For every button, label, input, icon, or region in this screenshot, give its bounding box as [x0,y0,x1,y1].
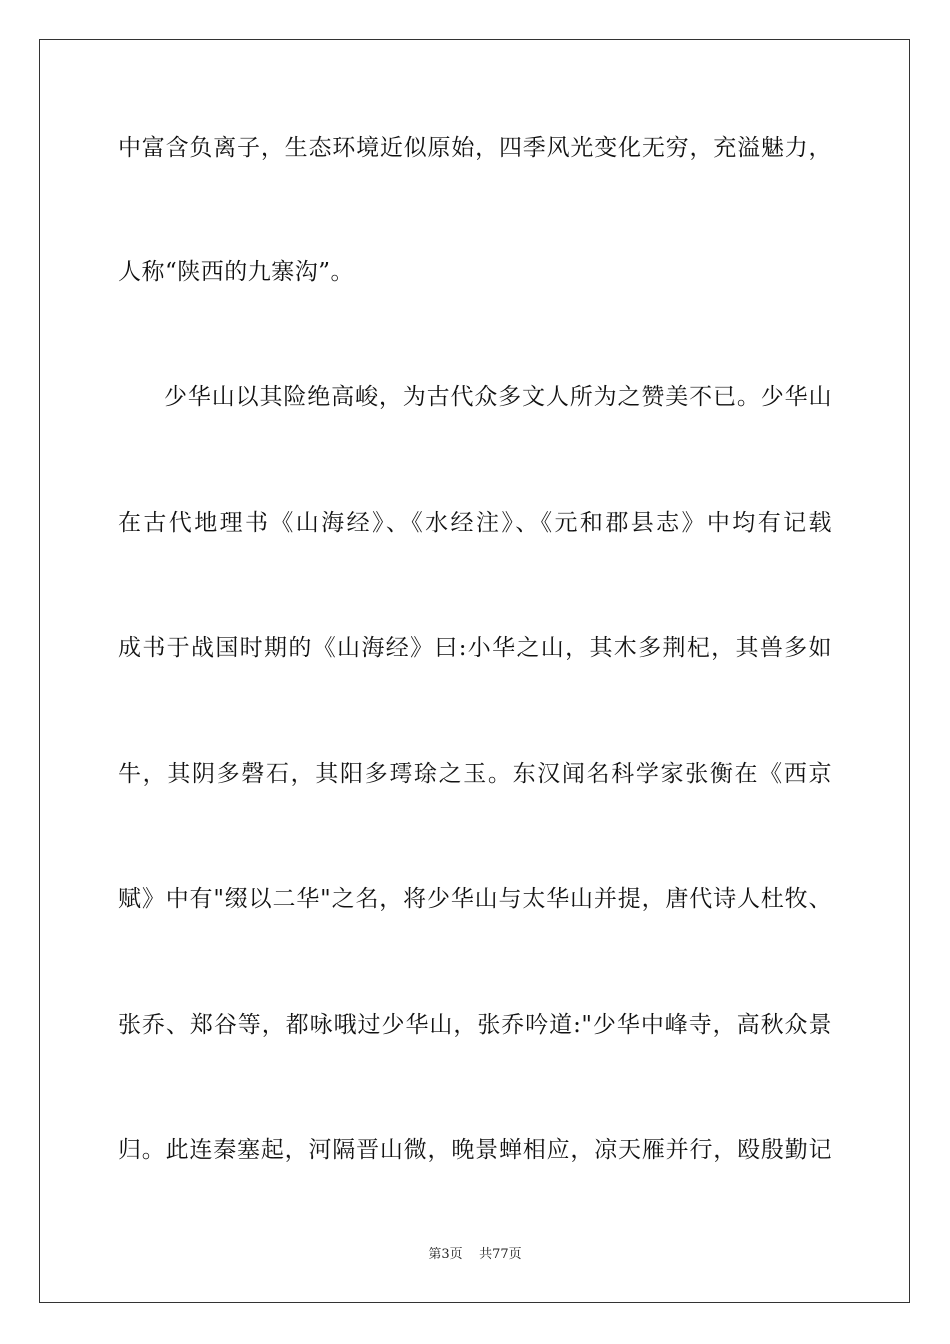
total-pages: 共77页 [479,1247,522,1262]
text-line-2: 人称“陕西的九寨沟”。 [118,259,355,285]
text-line-9: 归。此连秦塞起，河隔晋山微，晚景蝉相应，凉天雁并行，殴殷勤记 [118,1137,832,1163]
text-line-5: 成书于战国时期的《山海经》曰:小华之山，其木多荆杞，其兽多如 [118,635,832,661]
text-line-3-paragraph-start: 少华山以其险绝高峻，为古代众多文人所为之赞美不已。少华山 [164,384,832,410]
text-line-1: 中富含负离子，生态环境近似原始，四季风光变化无穷，充溢魅力， [118,135,832,161]
page-number: 第3页 [428,1247,463,1262]
page-border [39,39,910,1303]
text-line-6: 牛，其阴多磬石，其阳多㻬㻌之玉。东汉闻名科学家张衡在《西京 [118,761,832,787]
text-line-8: 张乔、郑谷等，都咏哦过少华山，张乔吟道:"少华中峰寺，高秋众景 [118,1012,832,1038]
text-line-4: 在古代地理书《山海经》、《水经注》、《元和郡县志》中均有记载 [118,510,832,536]
text-line-7: 赋》中有"缀以二华"之名，将少华山与太华山并提，唐代诗人杜牧、 [118,886,832,912]
page-footer [0,1247,950,1263]
